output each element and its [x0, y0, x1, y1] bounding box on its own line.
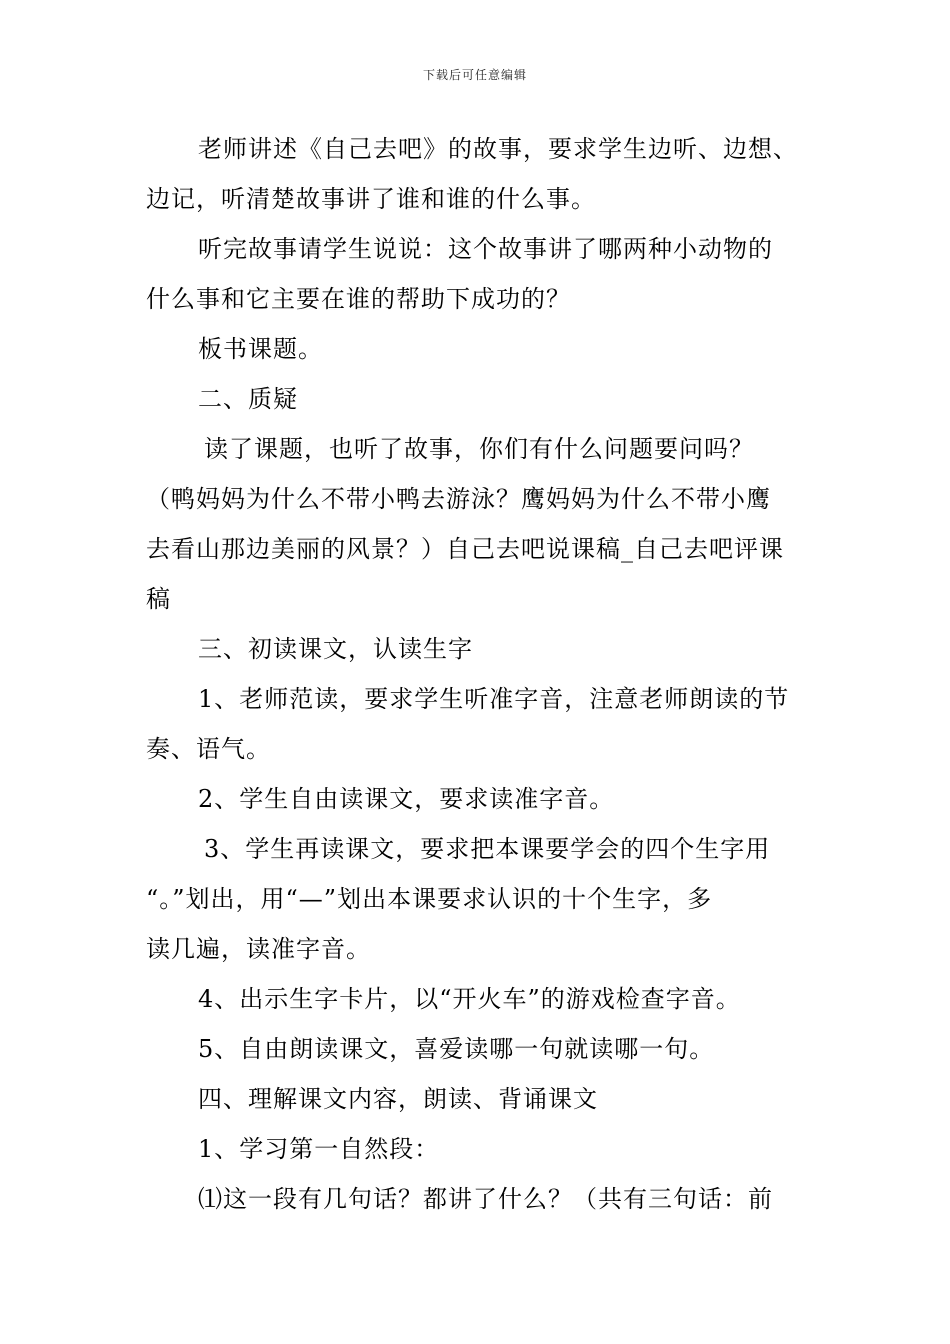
- paragraph-line: 4、出示生字卡片，以“开火车”的游戏检查字音。: [198, 985, 741, 1013]
- paragraph-line: “。”划出，用“—”划出本课要求认识的十个生字，多: [146, 885, 713, 913]
- paragraph-line: 稿: [146, 585, 171, 613]
- paragraph-line: 1、学习第一自然段：: [198, 1135, 440, 1163]
- section-heading: 四、理解课文内容，朗读、背诵课文: [198, 1085, 598, 1113]
- paragraph-line: 老师讲述《自己去吧》的故事，要求学生边听、边想、: [198, 135, 798, 163]
- paragraph-line: 听完故事请学生说说：这个故事讲了哪两种小动物的: [198, 235, 773, 263]
- paragraph-line: 板书课题。: [198, 335, 323, 363]
- paragraph-line: 3、学生再读课文，要求把本课要学会的四个生字用: [204, 835, 771, 863]
- paragraph-line: 5、自由朗读课文，喜爱读哪一句就读哪一句。: [198, 1035, 715, 1063]
- paragraph-line: 奏、语气。: [146, 735, 271, 763]
- paragraph-line: 去看山那边美丽的风景？）自己去吧说课稿_自己去吧评课: [146, 535, 784, 563]
- paragraph-line: （鸭妈妈为什么不带小鸭去游泳？鹰妈妈为什么不带小鹰: [146, 485, 771, 513]
- paragraph-line: 2、学生自由读课文，要求读准字音。: [198, 785, 615, 813]
- page-header-note: 下载后可任意编辑: [422, 68, 527, 82]
- document-body: [146, 124, 811, 1224]
- paragraph-line: 读几遍，读准字音。: [146, 935, 371, 963]
- paragraph-line: 读了课题，也听了故事，你们有什么问题要问吗？: [204, 435, 754, 463]
- paragraph-line: ⑴这一段有几句话？都讲了什么？（共有三句话：前: [198, 1185, 773, 1213]
- paragraph-line: 边记，听清楚故事讲了谁和谁的什么事。: [146, 185, 596, 213]
- section-heading: 三、初读课文，认读生字: [198, 635, 473, 663]
- paragraph-line: 1、老师范读，要求学生听准字音，注意老师朗读的节: [198, 685, 790, 713]
- section-heading: 二、质疑: [198, 385, 298, 413]
- paragraph-line: 什么事和它主要在谁的帮助下成功的？: [146, 285, 571, 313]
